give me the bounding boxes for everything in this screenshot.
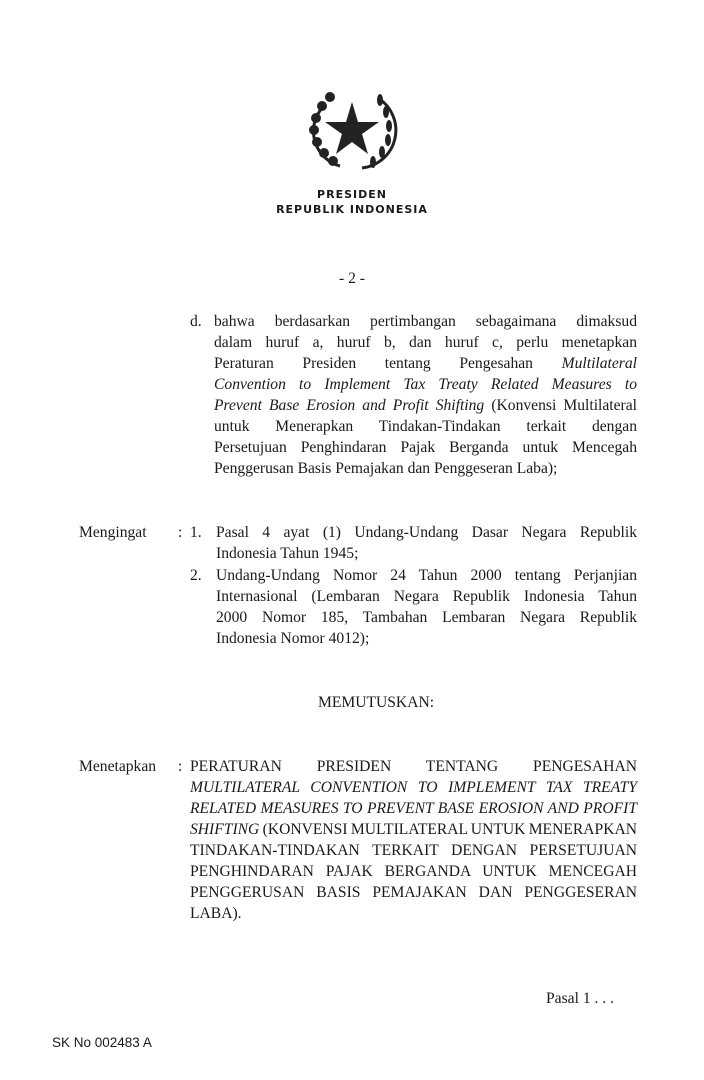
text-segment: dalam huruf a, huruf b, dan huruf c, perlu menetapkan [214,334,637,351]
italic-text: SHIFTING [190,821,260,838]
text-line [214,374,637,395]
text-line-content [190,903,242,924]
text-line-content [214,311,637,332]
text-segment: (Konvensi Multilateral [484,397,637,414]
text-line-content [214,416,637,437]
text-line [216,586,637,607]
menetapkan-label: Menetapkan [79,758,157,775]
italic-text: Multilateral [561,355,637,372]
text-line-content: Pasal 4 ayat (1) Undang-Undang Dasar Negara Republik [216,524,637,541]
text-line [214,311,637,332]
italic-text: MULTILATERAL CONVENTION TO IMPLEMENT TAX TREATY [190,779,637,796]
text-segment: LABA). [190,905,242,922]
text-line-content [190,756,637,777]
header-presiden: PRESIDEN [317,188,387,201]
text-line [190,777,637,798]
italic-text: RELATED MEASURES TO PREVENT BASE EROSION AND PROFIT [190,800,637,817]
text-line-content [214,395,637,416]
text-segment: Peraturan Presiden tentang Pengesahan [214,355,562,372]
text-line [190,882,637,903]
mengingat-colon: : [178,524,183,541]
text-line-content [190,819,637,840]
text-segment: PERATURAN PRESIDEN TENTANG PENGESAHAN [190,758,637,775]
text-line-content [214,374,637,395]
continuation-marker: Pasal 1 . . . [546,990,615,1007]
text-line-content [190,798,637,819]
text-line [190,756,637,777]
text-line-content: 2000 Nomor 185, Tambahan Lembaran Negara Republik [216,609,637,626]
text-line-content: Indonesia Nomor 4012); [216,630,370,647]
italic-text: Convention to Implement Tax Treaty Related Measures to [214,376,637,393]
text-segment: Persetujuan Penghindaran Pajak Berganda untuk Mencegah [214,439,637,456]
text-line [214,395,637,416]
text-line-content [214,458,557,479]
item-marker: 1. [190,524,202,541]
text-line [214,416,637,437]
text-line [190,903,637,924]
memutuskan-heading: MEMUTUSKAN: [317,694,435,711]
text-line [216,522,637,543]
text-segment: (KONVENSI MULTILATERAL UNTUK MENERAPKAN [259,821,637,838]
text-segment: untuk Menerapkan Tindakan-Tindakan terkait dengan [214,418,637,435]
text-line [214,353,637,374]
text-line-content [190,777,637,798]
text-line [216,607,637,628]
text-line [214,458,637,479]
mengingat-label: Mengingat [79,524,147,541]
text-segment: bahwa berdasarkan pertimbangan sebagaimana dimaksud [214,313,637,330]
text-segment: PENGHINDARAN PAJAK BERGANDA UNTUK MENCEGAH [190,863,637,880]
text-line [214,332,637,353]
text-line [216,628,637,649]
text-line-content: Undang-Undang Nomor 24 Tahun 2000 tentang Perjanjian [216,567,637,584]
text-line [214,437,637,458]
menetapkan-colon: : [178,758,183,775]
text-line-content [190,840,637,861]
text-line [216,543,637,564]
item-marker: 2. [190,567,202,584]
text-segment: PENGGERUSAN BASIS PEMAJAKAN DAN PENGGESERAN [190,884,637,901]
text-line-content [190,861,637,882]
item-marker: d. [190,313,202,330]
presidential-emblem [300,78,400,178]
text-segment: Penggerusan Basis Pemajakan dan Penggeseran Laba); [214,460,558,477]
text-line [190,840,637,861]
text-line [216,565,637,586]
text-line [190,798,637,819]
text-line [190,819,637,840]
text-line-content [214,437,637,458]
text-line-content [214,332,637,353]
text-line-content [214,353,637,374]
text-line-content: Internasional (Lembaran Negara Republik Indonesia Tahun [216,588,637,605]
text-line-content [190,882,637,903]
page-number: - 2 - [339,270,365,287]
text-line [190,861,637,882]
header-republik-indonesia: REPUBLIK INDONESIA [276,203,428,216]
text-segment: TINDAKAN-TINDAKAN TERKAIT DENGAN PERSETUJUAN [190,842,637,859]
text-line-content: Indonesia Tahun 1945; [216,545,359,562]
serial-number: SK No 002483 A [52,1035,152,1050]
italic-text: Prevent Base Erosion and Profit Shifting [214,397,485,414]
